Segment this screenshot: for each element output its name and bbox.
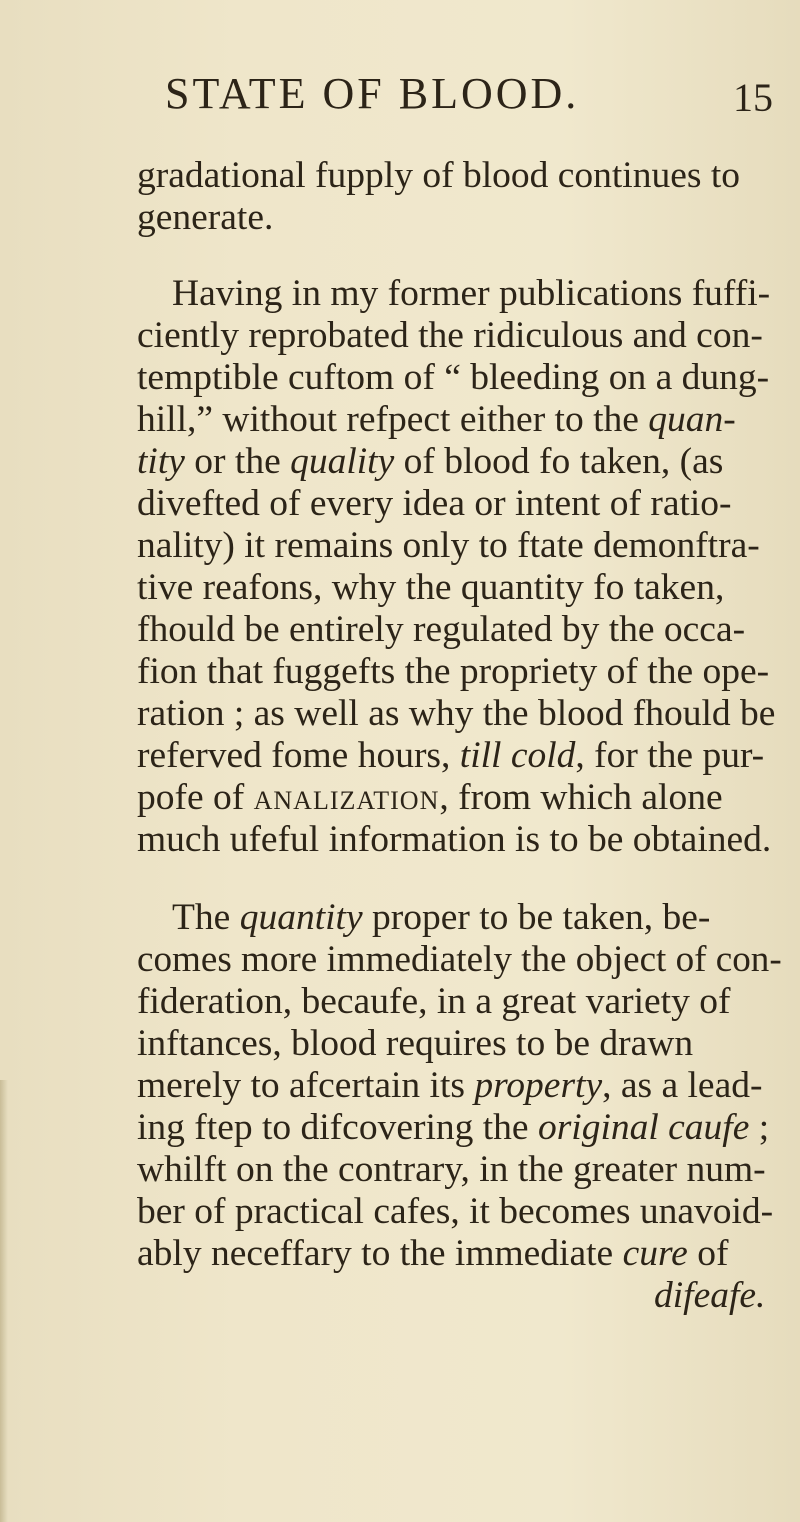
italic-run: till cold xyxy=(459,735,576,776)
text-run: , from which alone xyxy=(439,777,723,818)
text-line xyxy=(137,777,723,819)
text-line xyxy=(137,1107,769,1149)
running-title: STATE OF BLOOD. xyxy=(165,69,580,118)
text-line: fideration, becaufe, in a great variety of xyxy=(137,981,731,1022)
text-line xyxy=(137,735,764,777)
italic-run: property xyxy=(474,1065,603,1106)
text-line xyxy=(172,897,710,939)
italic-run: original caufe xyxy=(537,1107,750,1148)
text-line xyxy=(137,441,723,483)
page-edge-shadow xyxy=(0,1080,8,1522)
text-run: ; xyxy=(749,1107,770,1148)
text-run: , for the pur- xyxy=(575,735,765,776)
text-run: referved fome hours, xyxy=(137,735,460,776)
text-line: gradational fupply of blood continues to xyxy=(137,155,741,196)
text-line: ration ; as well as why the blood fhould be xyxy=(137,693,776,734)
text-line: comes more immediately the object of con- xyxy=(137,939,782,980)
text-line xyxy=(137,1233,728,1275)
text-line: fhould be entirely regulated by the occa- xyxy=(137,609,746,650)
text-line xyxy=(137,1065,762,1107)
text-line: generate. xyxy=(137,197,274,238)
text-run: of xyxy=(687,1233,729,1274)
text-run: merely to afcertain its xyxy=(137,1065,475,1106)
catchword: difeafe. xyxy=(654,1275,766,1316)
text-run: , as a lead- xyxy=(602,1065,763,1106)
text-line: inftances, blood requires to be drawn xyxy=(137,1023,694,1064)
text-run: The xyxy=(172,897,240,938)
text-run: ably neceffary to the immediate xyxy=(137,1233,623,1274)
small-caps-run: analization xyxy=(253,777,440,818)
italic-run: quality xyxy=(290,441,395,482)
text-line: divefted of every idea or intent of ratio- xyxy=(137,483,732,524)
text-run: proper to be taken, be- xyxy=(362,897,711,938)
italic-run: tity xyxy=(137,441,185,482)
text-line: Having in my former publications fuffi- xyxy=(172,273,771,314)
text-line: temptible cuftom of “ bleeding on a dung- xyxy=(137,357,770,398)
page-header xyxy=(0,64,800,124)
page-number: 15 xyxy=(733,75,773,120)
text-line xyxy=(137,399,736,441)
text-line: nality) it remains only to ftate demonftra- xyxy=(137,525,760,566)
italic-run: quantity xyxy=(239,897,363,938)
italic-run: cure xyxy=(622,1233,688,1274)
text-run: ing ftep to difcovering the xyxy=(137,1107,538,1148)
text-line: much ufeful information is to be obtained. xyxy=(137,819,772,860)
text-run: pofe of xyxy=(137,777,254,818)
text-line: tive reafons, why the quantity fo taken, xyxy=(137,567,725,608)
text-run: hill,” without refpect either to the xyxy=(137,399,639,440)
text-line: ber of practical cafes, it becomes unavoid- xyxy=(137,1191,774,1232)
italic-run: quan- xyxy=(648,399,736,440)
text-run: of blood fo taken, (as xyxy=(394,441,724,482)
text-line: whilft on the contrary, in the greater num- xyxy=(137,1149,766,1190)
text-line: fion that fuggefts the propriety of the ope- xyxy=(137,651,770,692)
text-line: ciently reprobated the ridiculous and con- xyxy=(137,315,763,356)
text-run: or the xyxy=(184,441,291,482)
